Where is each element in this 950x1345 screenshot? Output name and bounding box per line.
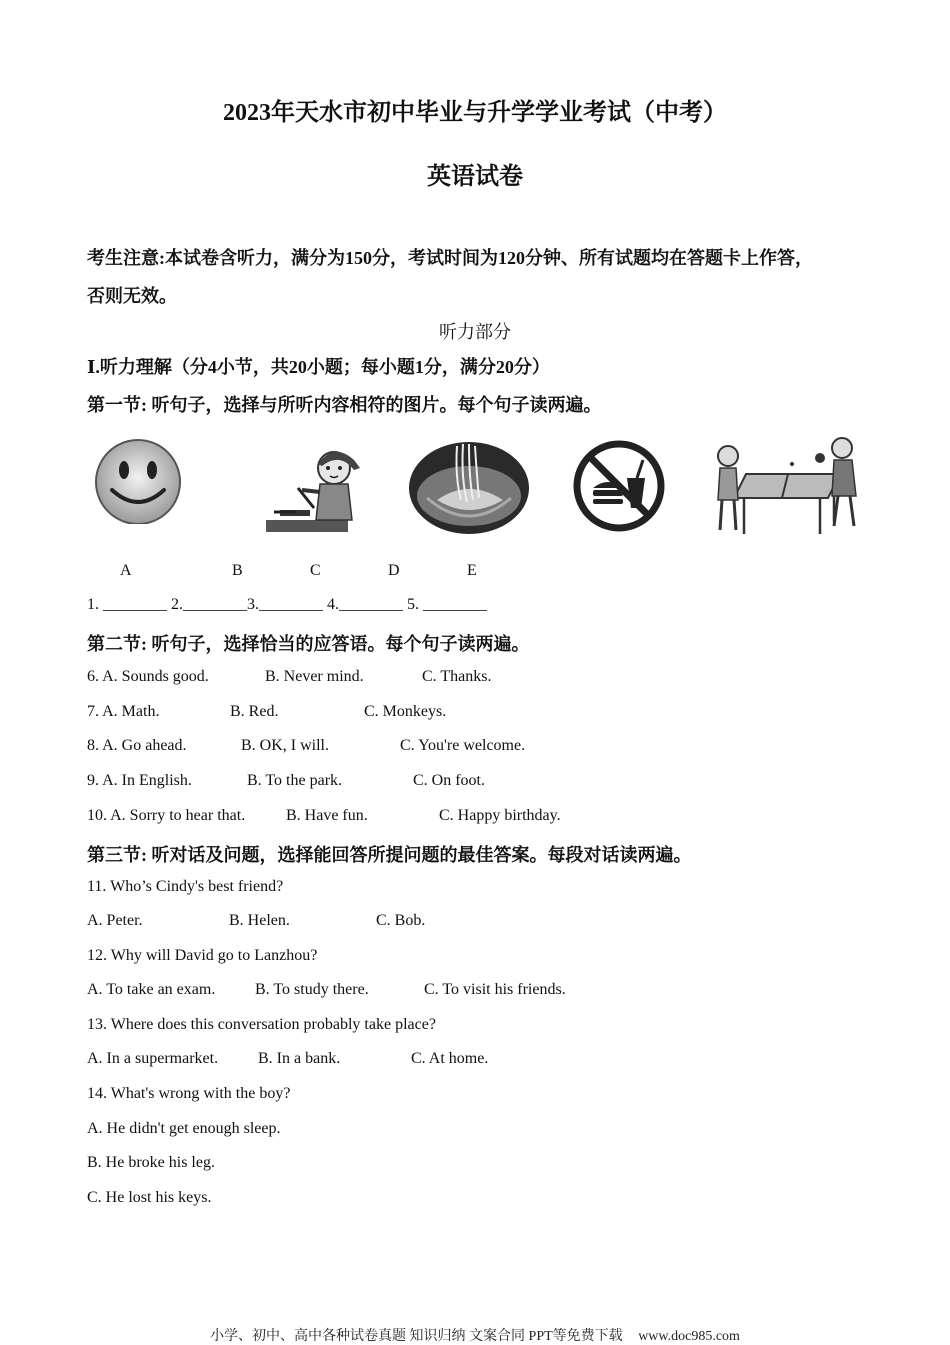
part1-heading: Ⅰ.听力理解（分4小节，共20小题；每小题1分，满分20分）	[87, 357, 550, 377]
q9-option-b: B. To the park.	[247, 772, 343, 789]
footer-link[interactable]: www.doc985.com	[638, 1329, 740, 1344]
girl-cooking-icon	[262, 440, 368, 541]
q6-option-b: B. Never mind.	[265, 668, 364, 685]
q13-option-a: A. In a supermarket.	[87, 1050, 219, 1067]
section2-heading: 第二节: 听句子，选择恰当的应答语。每个句子读两遍。	[87, 634, 530, 654]
q9-option-c: C. On foot.	[413, 772, 485, 789]
q12-option-c: C. To visit his friends.	[424, 981, 566, 998]
q7-option-b: B. Red.	[230, 703, 279, 720]
picture-label-a: A	[120, 562, 132, 579]
exam-subtitle: 英语试卷	[427, 164, 523, 190]
picture-label-d: D	[388, 562, 400, 579]
q10-option-a: 10. A. Sorry to hear that.	[87, 807, 246, 824]
q11-option-a: A. Peter.	[87, 912, 143, 929]
picture-label-c: C	[310, 562, 321, 579]
smiley-face-icon	[92, 432, 184, 529]
q8-option-b: B. OK, I will.	[241, 737, 329, 754]
noodles-bowl-icon	[407, 438, 531, 543]
q8-option-a: 8. A. Go ahead.	[87, 737, 187, 754]
q11-option-c: C. Bob.	[376, 912, 426, 929]
answer-blanks: 1. ________ 2.________3.________ 4.________ 5. ________	[87, 596, 487, 613]
q6-option-a: 6. A. Sounds good.	[87, 668, 209, 685]
q14-question: 14. What's wrong with the boy?	[87, 1085, 291, 1102]
q12-option-b: B. To study there.	[255, 981, 369, 998]
q12-option-a: A. To take an exam.	[87, 981, 216, 998]
section3-heading: 第三节: 听对话及问题，选择能回答所提问题的最佳答案。每段对话读两遍。	[87, 845, 692, 865]
q7-option-c: C. Monkeys.	[364, 703, 447, 720]
picture-label-b: B	[232, 562, 243, 579]
listening-part-label: 听力部分	[439, 322, 511, 342]
section1-heading: 第一节: 听句子，选择与所听内容相符的图片。每个句子读两遍。	[87, 395, 602, 415]
q14-option-b: B. He broke his leg.	[87, 1154, 215, 1171]
q6-option-c: C. Thanks.	[422, 668, 492, 685]
notice-line-1	[87, 244, 813, 270]
footer	[0, 1325, 950, 1345]
q9-option-a: 9. A. In English.	[87, 772, 192, 789]
q10-option-c: C. Happy birthday.	[439, 807, 561, 824]
no-food-drink-sign-icon	[571, 438, 667, 539]
table-tennis-icon	[710, 434, 866, 545]
q7-option-a: 7. A. Math.	[87, 703, 160, 720]
notice-label: 考生注意:	[87, 248, 165, 268]
q11-option-b: B. Helen.	[229, 912, 290, 929]
q14-option-c: C. He lost his keys.	[87, 1189, 212, 1206]
exam-title: 2023年天水市初中毕业与升学学业考试（中考）	[223, 100, 727, 126]
q10-option-b: B. Have fun.	[286, 807, 368, 824]
notice-text-1: 本试卷含听力，满分为150分，考试时间为120分钟、所有试题均在答题卡上作答，	[165, 248, 813, 268]
q13-option-b: B. In a bank.	[258, 1050, 341, 1067]
q13-question: 13. Where does this conversation probably take place?	[87, 1016, 436, 1033]
q8-option-c: C. You're welcome.	[400, 737, 526, 754]
q11-question: 11. Who’s Cindy's best friend?	[87, 878, 284, 895]
q13-option-c: C. At home.	[411, 1050, 489, 1067]
notice-line-2: 否则无效。	[87, 286, 177, 306]
q12-question: 12. Why will David go to Lanzhou?	[87, 947, 318, 964]
picture-label-e: E	[467, 562, 477, 579]
q14-option-a: A. He didn't get enough sleep.	[87, 1120, 281, 1137]
footer-text: 小学、初中、高中各种试卷真题 知识归纳 文案合同 PPT等免费下载	[210, 1329, 623, 1344]
